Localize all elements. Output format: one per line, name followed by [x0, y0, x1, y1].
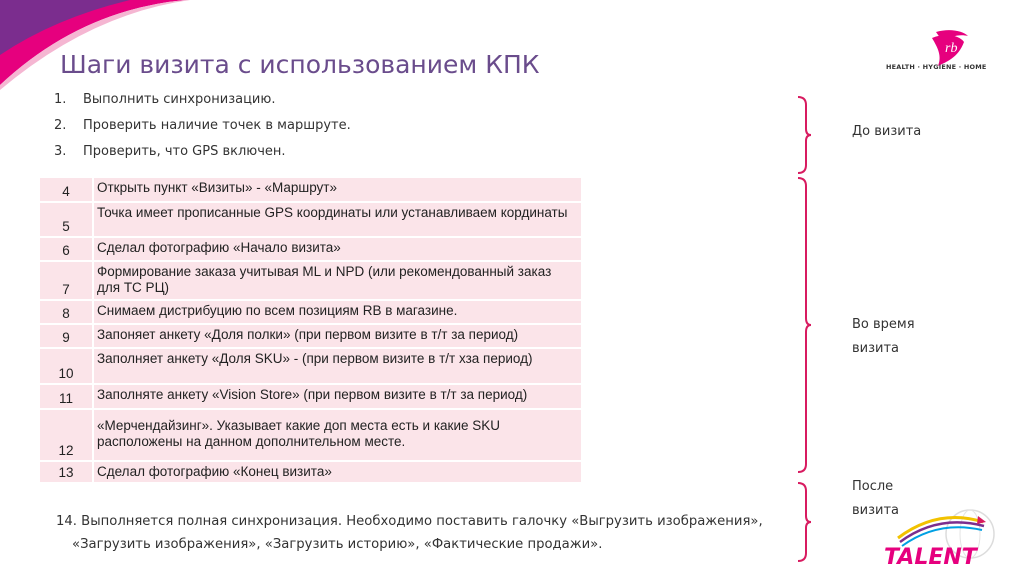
step-number: 3. [54, 144, 67, 159]
step-text: Заполняет анкету «Доля SKU» - (при первом визите в т/т хза период) [93, 348, 581, 384]
phase-label-during-line-2: визита [852, 341, 900, 356]
step-number: 12 [40, 409, 93, 461]
list-item [54, 90, 351, 116]
phase-label-after-line-1: После [852, 479, 894, 494]
final-step-line-1: 14. Выполняется полная синхронизация. Необходимо поставить галочку «Выгрузить изображения», [56, 514, 763, 529]
table-row [40, 300, 581, 324]
bracket-before-visit [790, 95, 812, 175]
step-number: 6 [40, 237, 93, 261]
page-title: Шаги визита с использованием КПК [60, 50, 540, 79]
step-number: 11 [40, 384, 93, 409]
table-row [40, 384, 581, 409]
step-text: Точка имеет прописанные GPS координаты или устанавливаем кординаты [93, 202, 581, 237]
step-number: 9 [40, 324, 93, 348]
step-number: 1. [54, 92, 67, 107]
step-text: Запоняет анкету «Доля полки» (при первом визите в т/т за период) [93, 324, 581, 348]
final-step-line-2: «Загрузить изображения», «Загрузить историю», «Фактические продажи». [72, 537, 603, 552]
step-text: Снимаем дистрибуцию по всем позициям RB в магазине. [93, 300, 581, 324]
step-number: 7 [40, 261, 93, 300]
bracket-during-visit [790, 176, 812, 474]
step-text: Проверить, что GPS включен. [83, 144, 286, 159]
phase-label-after-line-2: визита [852, 503, 900, 518]
step-text: Сделал фотографию «Начало визита» [93, 237, 581, 261]
rb-logo-mark: rb [945, 41, 958, 56]
table-row [40, 261, 581, 300]
bracket-after-visit [790, 481, 812, 563]
step-number: 5 [40, 202, 93, 237]
step-number: 8 [40, 300, 93, 324]
step-text: Выполнить синхронизацию. [83, 92, 276, 107]
step-number: 4 [40, 178, 93, 202]
talent-logo [878, 508, 998, 570]
step-text: Открыть пункт «Визиты» - «Маршрут» [93, 178, 581, 202]
logo-tagline: HEALTH · HYGIENE · HOME [886, 63, 987, 71]
list-item [54, 142, 351, 168]
table-row [40, 202, 581, 237]
step-text: Сделал фотографию «Конец визита» [93, 461, 581, 483]
step-number: 2. [54, 118, 67, 133]
table-row [40, 324, 581, 348]
step-text: Заполняте анкету «Vision Store» (при первом визите в т/т за период) [93, 384, 581, 409]
table-row [40, 348, 581, 384]
table-row [40, 237, 581, 261]
table-row [40, 409, 581, 461]
list-item [54, 116, 351, 142]
step-number: 10 [40, 348, 93, 384]
pre-visit-steps [54, 90, 351, 168]
talent-logo-text: TALENT [884, 545, 977, 570]
step-text: Формирование заказа учитывая ML и NPD (или рекомендованный заказ для ТС РЦ) [93, 261, 581, 300]
phase-label-during-line-1: Во время [852, 317, 915, 332]
step-text: «Мерчендайзинг». Указывает какие доп места есть и какие SKU расположены на данном дополнительном месте. [93, 409, 581, 461]
final-step [56, 510, 763, 556]
step-number: 13 [40, 461, 93, 483]
phase-label-before: До визита [852, 124, 922, 139]
step-text: Проверить наличие точек в маршруте. [83, 118, 351, 133]
table-row [40, 178, 581, 202]
table-row [40, 461, 581, 483]
visit-steps-table [40, 178, 581, 484]
